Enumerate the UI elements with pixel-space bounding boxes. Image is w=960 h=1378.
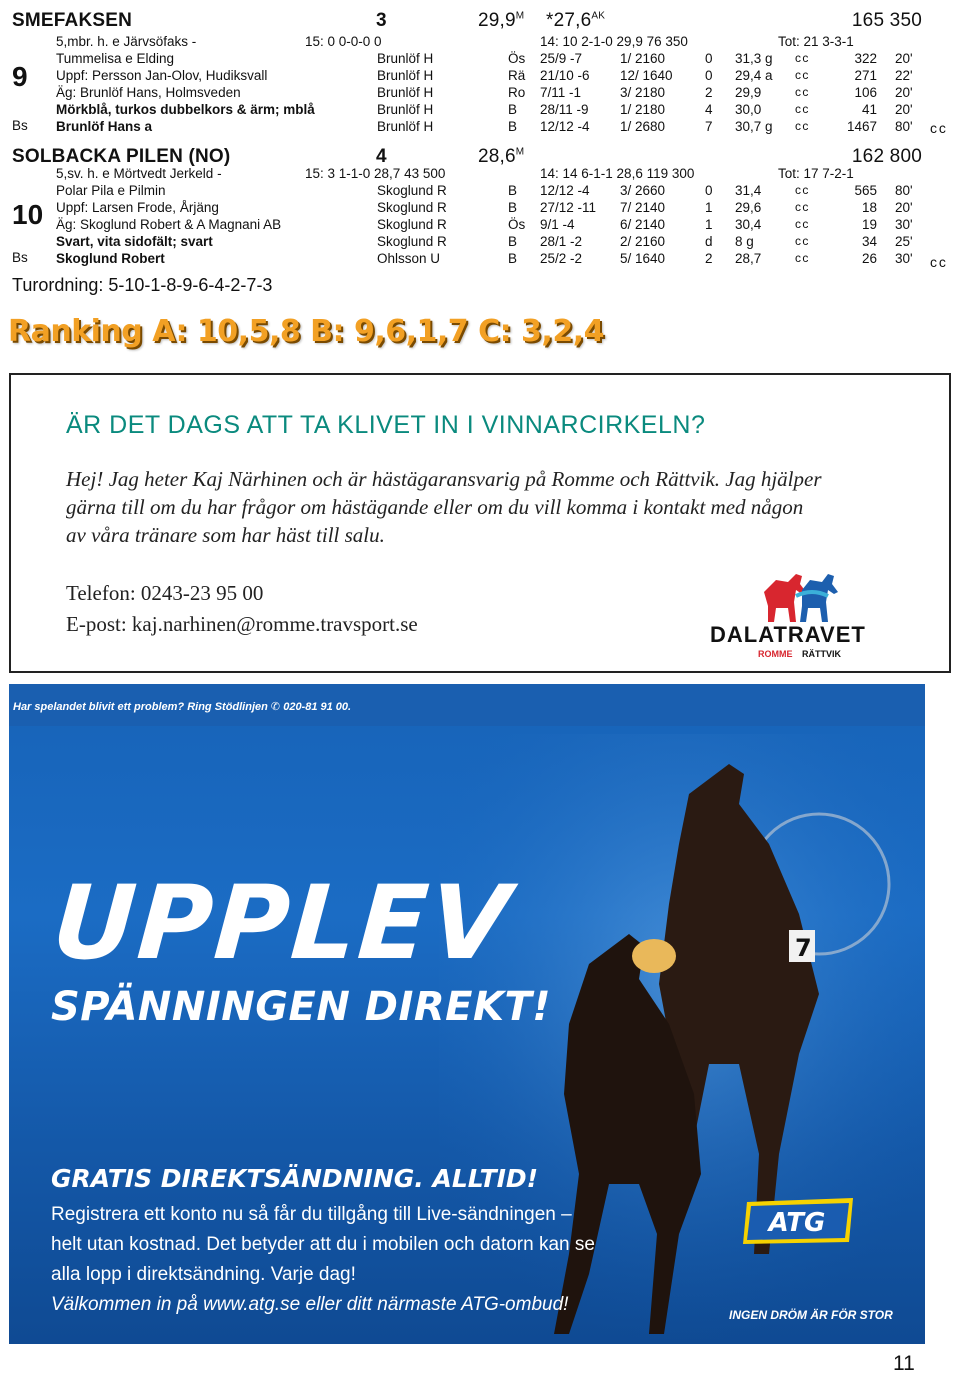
race-line bbox=[0, 250, 930, 267]
cell-g: 28,7 bbox=[735, 251, 762, 266]
cell-f: d bbox=[705, 234, 713, 249]
dala-horse-icon bbox=[706, 570, 886, 630]
cell-b: 15: 0 0-0-0 0 bbox=[305, 34, 382, 49]
upplev-heading: UPPLEV bbox=[48, 864, 516, 983]
cell-a: 5,mbr. h. e Järvsöfaks - bbox=[56, 34, 197, 49]
cell-a: Polar Pila e Pilmin bbox=[56, 183, 166, 198]
cell-e: 2/ 2160 bbox=[620, 234, 666, 249]
cell-d: 14: 10 2-1-0 29,9 76 350 bbox=[540, 34, 688, 49]
cell-c: Rä bbox=[508, 68, 526, 83]
cell-e: 6/ 2140 bbox=[620, 217, 666, 232]
cell-f: 2 bbox=[705, 85, 713, 100]
race-line bbox=[0, 50, 930, 67]
banner-text-4[interactable]: Välkommen in på www.atg.se eller ditt närmaste ATG-ombud! bbox=[51, 1294, 569, 1315]
cell-i: 22' bbox=[895, 68, 913, 83]
cell-i: 25' bbox=[895, 234, 913, 249]
race-line bbox=[0, 182, 930, 199]
cell-b: Ohlsson U bbox=[377, 251, 441, 266]
cell-c: B bbox=[508, 119, 518, 134]
cell-g: Tot: 17 7-2-1 bbox=[778, 166, 854, 181]
logo-text: DALATRAVET bbox=[710, 622, 866, 647]
earnings: 162 800 bbox=[851, 146, 922, 167]
ad-email[interactable]: E-post: kaj.narhinen@romme.travsport.se bbox=[66, 612, 418, 636]
atg-logo[interactable] bbox=[741, 1196, 859, 1246]
cell-f: 2 bbox=[705, 251, 713, 266]
cell-f: 0 bbox=[705, 68, 713, 83]
cell-c: Ös bbox=[508, 217, 526, 232]
cell-h: 565 bbox=[854, 183, 877, 198]
cell-g: Tot: 21 3-3-1 bbox=[778, 34, 854, 49]
horse-name: SOLBACKA PILEN (NO) bbox=[12, 146, 231, 167]
cell-a: 5,sv. h. e Mörtvedt Jerkeld - bbox=[56, 166, 222, 181]
cell-e: 1/ 2680 bbox=[620, 119, 666, 134]
cell-b: Skoglund R bbox=[377, 234, 447, 249]
dalatravet-logo bbox=[706, 570, 886, 662]
race-line bbox=[0, 199, 930, 216]
cell-b: Brunlöf H bbox=[377, 85, 434, 100]
cell-i: 20' bbox=[895, 85, 913, 100]
cc-mark: c c bbox=[930, 254, 945, 270]
cell-e: 7/ 2140 bbox=[620, 200, 666, 215]
cell-b: Brunlöf H bbox=[377, 119, 434, 134]
cell-b: Brunlöf H bbox=[377, 68, 434, 83]
cell-g: 8 g bbox=[735, 234, 754, 249]
cell-d: 28/11 -9 bbox=[540, 102, 589, 117]
bs-label: Bs bbox=[12, 118, 28, 133]
cell-d: 7/11 -1 bbox=[540, 85, 582, 100]
cell-c: Ro bbox=[508, 85, 526, 100]
cell-f: 0 bbox=[705, 183, 713, 198]
record: $29,9^M$ bbox=[478, 10, 525, 31]
cell-g: 31,4 bbox=[735, 183, 762, 198]
cell-d: 28/1 -2 bbox=[540, 234, 583, 249]
cell-a: Mörkblå, turkos dubbelkors & ärm; mblå bbox=[56, 102, 315, 117]
cell-c: Ös bbox=[508, 51, 526, 66]
cell-b: Brunlöf H bbox=[377, 51, 434, 66]
cell-a: Brunlöf Hans a bbox=[56, 119, 153, 134]
atg-logo-text: ATG bbox=[768, 1208, 826, 1238]
atg-banner[interactable] bbox=[9, 684, 925, 1344]
cell-f: 7 bbox=[705, 119, 713, 134]
cc-mark: c c bbox=[930, 120, 945, 136]
logo-rattvik: RÄTTVIK bbox=[802, 649, 841, 659]
cell-f: 1 bbox=[705, 217, 713, 232]
banner-text-3: alla lopp i direktsändning. Varje dag! bbox=[51, 1264, 356, 1285]
cell-c: B bbox=[508, 200, 518, 215]
cell-g: 31,3 g bbox=[735, 51, 773, 66]
ad-headline: ÄR DET DAGS ATT TA KLIVET IN I VINNARCIRKELN? bbox=[66, 411, 706, 439]
page-number: 11 bbox=[893, 1352, 915, 1375]
cell-g: 29,6 bbox=[735, 200, 762, 215]
cell-a: Tummelisa e Elding bbox=[56, 51, 175, 66]
cell-h: 19 bbox=[861, 217, 877, 232]
race-line bbox=[0, 84, 930, 101]
race-line bbox=[0, 233, 930, 250]
cell-g: 30,7 g bbox=[735, 119, 773, 134]
cell-g: 30,4 bbox=[735, 217, 762, 232]
cell-h: 1467 bbox=[846, 119, 877, 134]
gratis-heading: GRATIS DIREKTSÄNDNING. ALLTID! bbox=[51, 1164, 539, 1193]
cc-mark: c c bbox=[795, 200, 808, 214]
bs-label: Bs bbox=[12, 250, 28, 265]
cell-a: Äg: Brunlöf Hans, Holmsveden bbox=[56, 85, 241, 100]
cell-h: 271 bbox=[854, 68, 877, 83]
cc-mark: c c bbox=[795, 183, 808, 197]
cell-c: B bbox=[508, 234, 518, 249]
cell-c: B bbox=[508, 102, 518, 117]
cell-b: Skoglund R bbox=[377, 183, 447, 198]
cell-b: Skoglund R bbox=[377, 200, 447, 215]
cell-g: 29,9 bbox=[735, 85, 762, 100]
cc-mark: c c bbox=[795, 217, 808, 231]
cell-i: 20' bbox=[895, 200, 913, 215]
cell-h: 322 bbox=[854, 51, 877, 66]
spanning-heading: SPÄNNINGEN DIREKT! bbox=[51, 984, 552, 1030]
cell-c: B bbox=[508, 251, 518, 266]
cell-f: 1 bbox=[705, 200, 713, 215]
start-number: 9 bbox=[12, 61, 28, 92]
banner-text-2: helt utan kostnad. Det betyder att du i mobilen och datorn kan se bbox=[51, 1234, 595, 1255]
cell-g: 30,0 bbox=[735, 102, 762, 117]
cell-d: 14: 14 6-1-1 28,6 119 300 bbox=[540, 166, 695, 181]
cc-mark: c c bbox=[795, 51, 808, 65]
cell-d: 25/2 -2 bbox=[540, 251, 583, 266]
cell-a: Äg: Skoglund Robert & A Magnani AB bbox=[56, 217, 282, 232]
atg-slogan: INGEN DRÖM ÄR FÖR STOR bbox=[729, 1308, 893, 1322]
cell-a: Uppf: Persson Jan-Olov, Hudiksvall bbox=[56, 68, 268, 83]
cell-d: 25/9 -7 bbox=[540, 51, 583, 66]
cell-d: 12/12 -4 bbox=[540, 119, 590, 134]
cell-a: Uppf: Larsen Frode, Årjäng bbox=[56, 200, 219, 215]
banner-text-1: Registrera ett konto nu så får du tillgång till Live-sändningen – bbox=[51, 1204, 572, 1225]
cell-b: 15: 3 1-1-0 28,7 43 500 bbox=[305, 166, 446, 181]
cell-d: 27/12 -11 bbox=[540, 200, 597, 215]
phone-icon: ✆ bbox=[270, 701, 281, 713]
cell-d: 12/12 -4 bbox=[540, 183, 590, 198]
sulky-number: 7 bbox=[795, 934, 812, 962]
cell-h: 106 bbox=[854, 85, 877, 100]
cell-b: Skoglund R bbox=[377, 217, 447, 232]
ad-phone: Telefon: 0243-23 95 00 bbox=[66, 581, 264, 605]
cc-mark: c c bbox=[795, 102, 808, 116]
cell-f: 4 bbox=[705, 102, 713, 117]
cell-e: 3/ 2660 bbox=[620, 183, 666, 198]
help-line: Har spelandet blivit ett problem? Ring Stödlinjen ✆ 020-81 91 00. bbox=[13, 701, 352, 713]
cell-a: Svart, vita sidofält; svart bbox=[56, 234, 213, 249]
cell-i: 20' bbox=[895, 102, 913, 117]
start-number: 10 bbox=[12, 199, 44, 230]
post-position: 4 bbox=[376, 146, 387, 167]
cell-i: 80' bbox=[895, 183, 913, 198]
cell-i: 80' bbox=[895, 119, 913, 134]
race-line bbox=[0, 101, 930, 118]
cc-mark: c c bbox=[795, 68, 808, 82]
cell-e: 1/ 2180 bbox=[620, 102, 666, 117]
cell-h: 41 bbox=[861, 102, 877, 117]
cell-e: 3/ 2180 bbox=[620, 85, 666, 100]
cell-h: 26 bbox=[861, 251, 877, 266]
ad-body: Hej! Jag heter Kaj Närhinen och är hästägaransvarig på Romme och Rättvik. Jag hjälper gärna till om du har frågor om hästägande eller om du vill komma i kontakt med någon av våra tränare som har häst till salu. bbox=[66, 467, 822, 547]
ranking: Ranking A: 10,5,8 B: 9,6,1,7 C: 3,2,4 bbox=[8, 314, 604, 349]
cell-i: 30' bbox=[895, 217, 913, 232]
cell-d: 9/1 -4 bbox=[540, 217, 575, 232]
dalatravet-ad bbox=[9, 373, 951, 673]
cell-g: 29,4 a bbox=[735, 68, 773, 83]
cell-e: 5/ 1640 bbox=[620, 251, 666, 266]
race-line bbox=[0, 118, 930, 135]
cell-c: B bbox=[508, 183, 518, 198]
post-position: 3 bbox=[376, 10, 387, 31]
cell-i: 20' bbox=[895, 51, 913, 66]
race-line bbox=[0, 67, 930, 84]
cell-f: 0 bbox=[705, 51, 713, 66]
cell-b: Brunlöf H bbox=[377, 102, 434, 117]
start-order: Turordning: 5-10-1-8-9-6-4-2-7-3 bbox=[12, 275, 273, 295]
cell-d: 21/10 -6 bbox=[540, 68, 590, 83]
earnings: 165 350 bbox=[851, 10, 922, 31]
cc-mark: c c bbox=[795, 85, 808, 99]
record: $28,6^M$ bbox=[478, 146, 525, 167]
cell-e: 1/ 2160 bbox=[620, 51, 666, 66]
cell-e: 12/ 1640 bbox=[620, 68, 673, 83]
cell-h: 18 bbox=[861, 200, 877, 215]
race-line bbox=[0, 33, 930, 50]
cell-i: 30' bbox=[895, 251, 913, 266]
cell-h: 34 bbox=[861, 234, 877, 249]
cc-mark: c c bbox=[795, 251, 808, 265]
cell-a: Skoglund Robert bbox=[56, 251, 165, 266]
cc-mark: c c bbox=[795, 234, 808, 248]
race-line bbox=[0, 165, 930, 182]
horse-name: SMEFAKSEN bbox=[12, 10, 133, 31]
logo-romme: ROMME bbox=[758, 649, 793, 659]
cc-mark: c c bbox=[795, 119, 808, 133]
race-line bbox=[0, 216, 930, 233]
best-record: $*27,6^{AK}$ bbox=[546, 10, 606, 31]
